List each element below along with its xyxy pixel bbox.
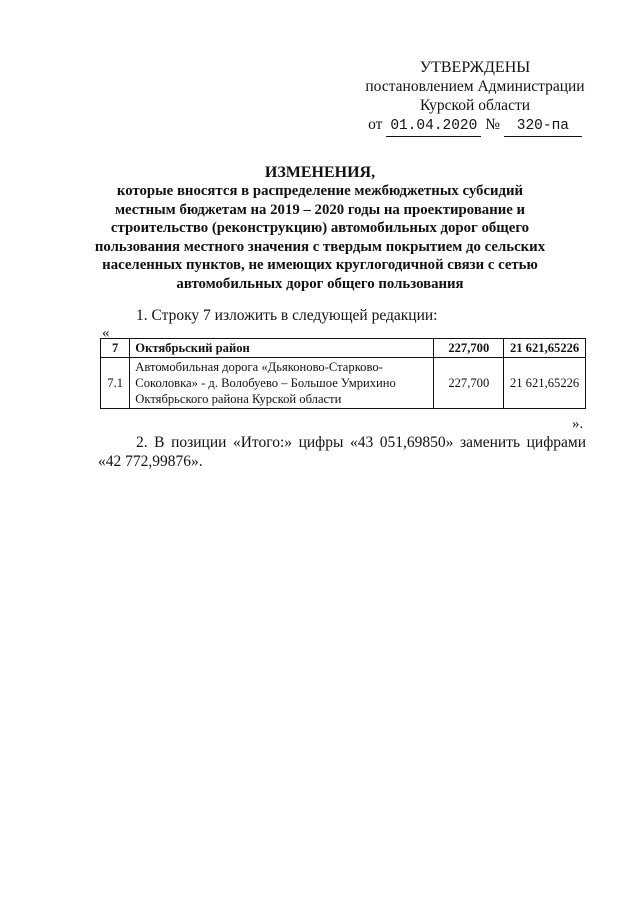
- approval-line-2: Курской области: [419, 97, 531, 114]
- document-title: ИЗМЕНЕНИЯ,: [264, 164, 376, 181]
- row-value-2: 21 621,65226: [504, 358, 586, 409]
- approval-heading: УТВЕРЖДЕНЫ: [419, 59, 531, 76]
- closing-quote: ».: [572, 416, 584, 432]
- approval-date-line: [360, 115, 590, 137]
- row-name: Октябрьский район: [130, 339, 434, 358]
- row-number: 7.1: [101, 358, 130, 409]
- approval-date: 01.04.2020: [386, 117, 481, 137]
- item-2-text: 2. В позиции «Итого:» цифры «43 051,69850» заменить цифрами «42 772,99876».: [98, 434, 586, 470]
- row-value-2: 21 621,65226: [504, 339, 586, 358]
- subsidy-table: [100, 338, 586, 409]
- row-value-1: 227,700: [434, 339, 504, 358]
- number-label: №: [485, 116, 500, 133]
- from-label: от: [368, 116, 383, 133]
- row-name: Автомобильная дорога «Дьяконово-Старково-Соколовка» - д. Волобуево – Большое Умрихино Октябрьского района Курской области: [130, 358, 434, 409]
- row-value-1: 227,700: [434, 358, 504, 409]
- approval-block: [360, 58, 590, 137]
- table-row: [101, 358, 586, 409]
- item-1-text: 1. Строку 7 изложить в следующей редакции:: [136, 307, 438, 324]
- approval-line-1: постановлением Администрации: [365, 78, 585, 95]
- approval-number: 320-па: [504, 117, 582, 137]
- opening-quote: «: [102, 325, 110, 341]
- table-row: [101, 339, 586, 358]
- document-subtitle: которые вносятся в распределение межбюджетных субсидий местным бюджетам на 2019 – 2020 годы на проектирование и строительство (реконструкцию) автомобильных дорог общего пользования местного значения с твердым покрытием до сельских населенных пунктов, не имеющих круглогодичной связи с сетью автомобильных дорог общего пользования: [94, 183, 546, 292]
- row-number: 7: [101, 339, 130, 358]
